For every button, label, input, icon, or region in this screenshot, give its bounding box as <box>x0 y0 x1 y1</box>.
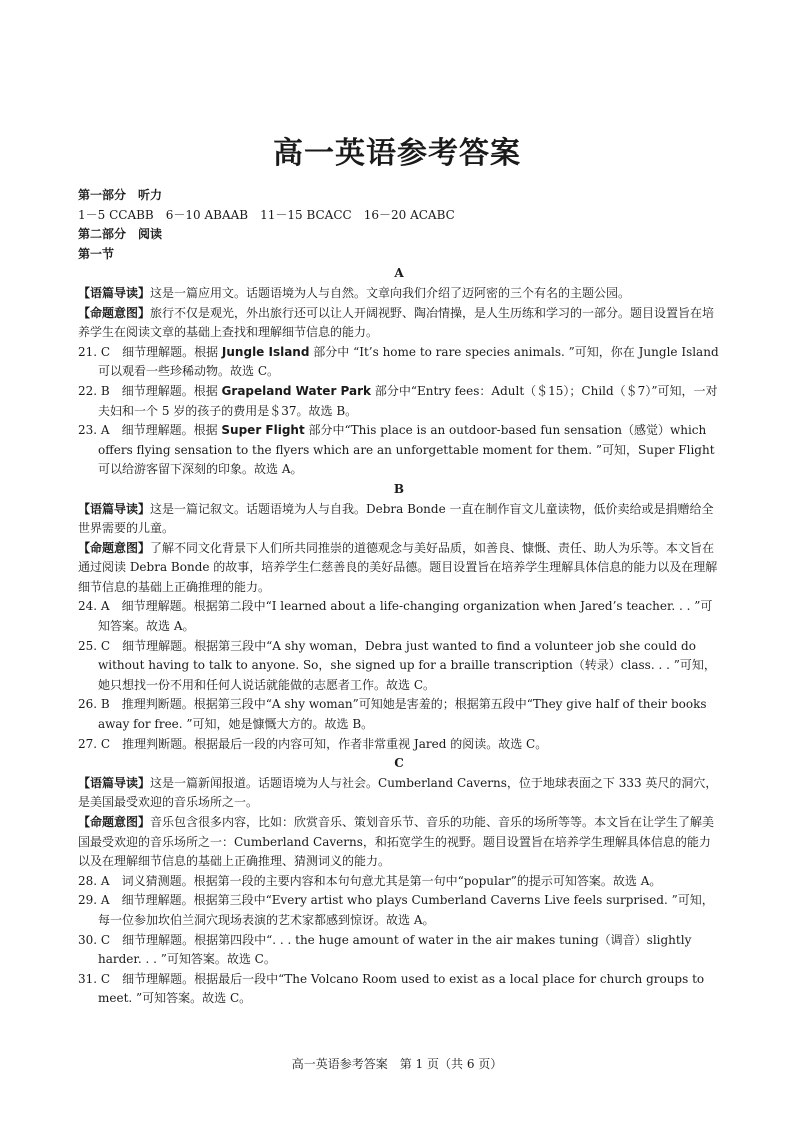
item-text: 细节理解题。根据 <box>109 383 222 398</box>
item-number: 26. B <box>78 697 110 712</box>
item-keyword: Jungle Island <box>221 344 310 359</box>
answer-item <box>78 735 720 755</box>
intent-text: 旅行不仅是观光，外出旅行还可以让人开阔视野、陶冶情操，是人生历练和学习的一部分。题目设置旨在培养学生在阅读文章的基础上查找和理解细节信息的能力。 <box>78 305 715 340</box>
item-number: 25. C <box>78 638 111 653</box>
item-text: 细节理解题。根据 <box>109 423 222 438</box>
part2-heading: 第二部分 阅读 <box>78 227 163 242</box>
answer-item <box>78 343 720 382</box>
item-text: 词义猜测题。根据第一段的主要内容和本句句意尤其是第一句中“popular”的提示可知答案。故选 A。 <box>109 873 662 888</box>
intent-text: 了解不同文化背景下人们所共同推崇的道德观念与美好品质，如善良、慷慨、责任、助人为乐等。本文旨在通过阅读 Debra Bonde 的故事，培养学生仁慈善良的美好品德。题目设置旨在培养学生理解具体信息的能力以及在理解细节信息的基础上正确推理的能力。 <box>78 540 718 594</box>
item-number: 27. C <box>78 736 111 751</box>
passage-a-guide <box>78 284 720 304</box>
answer-item <box>78 695 720 734</box>
guide-tag: 【语篇导读】 <box>78 775 151 790</box>
item-text-rest: 部分中 “It’s home to rare species animals. ”可知，你在 Jungle Island 可以观看一些珍稀动物。故选 C。 <box>98 344 719 379</box>
item-text: 细节理解题。根据第二段中“I learned about a life-changing organization when Jared’s teacher. . . ”可知答案。故选 A。 <box>98 599 713 634</box>
item-number: 22. B <box>78 383 110 398</box>
intent-tag: 【命题意图】 <box>78 540 151 555</box>
passage-b-guide <box>78 500 720 539</box>
page-title: 高一英语参考答案 <box>273 136 521 171</box>
item-number: 28. A <box>78 873 110 888</box>
answer-item <box>78 382 720 421</box>
passage-a-label: A <box>394 266 404 281</box>
item-text-rest: 部分中“This place is an outdoor-based fun sensation（感觉）which offers flying sensation to the flyers which are an unforgettable moment for them. ”可知，Super Flight 可以给游客留下深刻的印象。故选 A。 <box>98 423 715 477</box>
guide-text: 这是一篇应用文。话题语境为人与自然。文章向我们介绍了迈阿密的三个有名的主题公园。 <box>150 285 631 300</box>
guide-tag: 【语篇导读】 <box>78 501 151 516</box>
listening-answers: 1－5 CCABB 6－10 ABAAB 11－15 BCACC 16－20 ACABC <box>78 207 455 222</box>
item-text: 推理判断题。根据最后一段的内容可知，作者非常重视 Jared 的阅读。故选 C。 <box>110 736 548 751</box>
part1-heading: 第一部分 听力 <box>78 188 163 202</box>
intent-tag: 【命题意图】 <box>78 305 151 320</box>
item-text: 细节理解题。根据 <box>110 344 222 359</box>
item-text: 细节理解题。根据第三段中“Every artist who plays Cumberland Caverns Live feels surprised. ”可知，每一位参加坎伯兰洞穴现场表演的艺术家都感到惊讶。故选 A。 <box>98 893 714 927</box>
passage-c-intent <box>78 813 720 872</box>
intent-tag: 【命题意图】 <box>78 815 151 829</box>
item-number: 29. A <box>78 893 110 908</box>
passage-b-intent <box>78 539 720 598</box>
answer-item <box>78 891 720 930</box>
item-keyword: Grapeland Water Park <box>221 383 372 398</box>
item-keyword: Super Flight <box>221 423 305 438</box>
answer-item <box>78 931 720 970</box>
answer-item <box>78 421 720 480</box>
item-number: 30. C <box>78 932 111 947</box>
guide-tag: 【语篇导读】 <box>78 285 151 300</box>
passage-a-intent <box>78 304 720 343</box>
item-text-rest: 部分中“Entry fees：Adult（＄15）；Child（＄7）”可知，一对夫妇和一个 5 岁的孩子的费用是＄37。故选 B。 <box>98 383 718 418</box>
passage-b-label: B <box>393 481 405 496</box>
guide-text: 这是一篇新闻报道。话题语境为人与社会。Cumberland Caverns，位于地球表面之下 333 英尺的洞穴，是美国最受欢迎的音乐场所之一。 <box>78 775 718 810</box>
item-text: 推理判断题。根据第三段中“A shy woman”可知她是害羞的；根据第五段中“They give half of their books away for free. ”可知，她是慷慨大方的。故选 B。 <box>98 697 707 732</box>
passage-c-guide <box>78 774 720 813</box>
item-number: 31. C <box>78 971 111 986</box>
answer-item <box>78 872 720 892</box>
answer-item <box>78 597 720 636</box>
guide-text: 这是一篇记叙文。话题语境为人与自我。Debra Bonde 一直在制作盲文儿童读物，低价卖给或是捐赠给全世界需要的儿童。 <box>78 501 714 536</box>
item-number: 24. A <box>78 599 110 614</box>
item-number: 21. C <box>78 344 111 359</box>
intent-text: 音乐包含很多内容，比如：欣赏音乐、策划音乐节、音乐的功能、音乐的场所等等。本文旨在让学生了解美国最受欢迎的音乐场所之一：Cumberland Caverns，和拓宽学生的视野。题目设置旨在培养学生理解具体信息的能力以及在理解细节信息的基础上正确推理、猜测词义的能力。 <box>78 815 715 869</box>
section-heading: 第一节 <box>78 246 115 261</box>
answer-item <box>78 970 720 1009</box>
item-number: 23. A <box>78 423 110 438</box>
answer-item <box>78 637 720 696</box>
passage-c-label: C <box>394 756 404 771</box>
answer-content <box>78 186 720 1009</box>
item-text: 细节理解题。根据第四段中“. . . the huge amount of water in the air makes tuning（调音）slightly harder. . . ”可知答案。故选 C。 <box>98 932 692 967</box>
page-footer: 高一英语参考答案 第 1 页（共 6 页） <box>291 1057 503 1071</box>
item-text: 细节理解题。根据最后一段中“The Volcano Room used to exist as a local place for church groups to meet. ”可知答案。故选 C。 <box>98 971 705 1006</box>
item-text: 细节理解题。根据第三段中“A shy woman，Debra just wanted to find a volunteer job she could do without having to talk to anyone. So，she signed up for a braille transcription（转录）class. . . ”可知，她只想找一份不用和任何人说话就能做的志愿者工作。故选 C。 <box>98 638 716 692</box>
